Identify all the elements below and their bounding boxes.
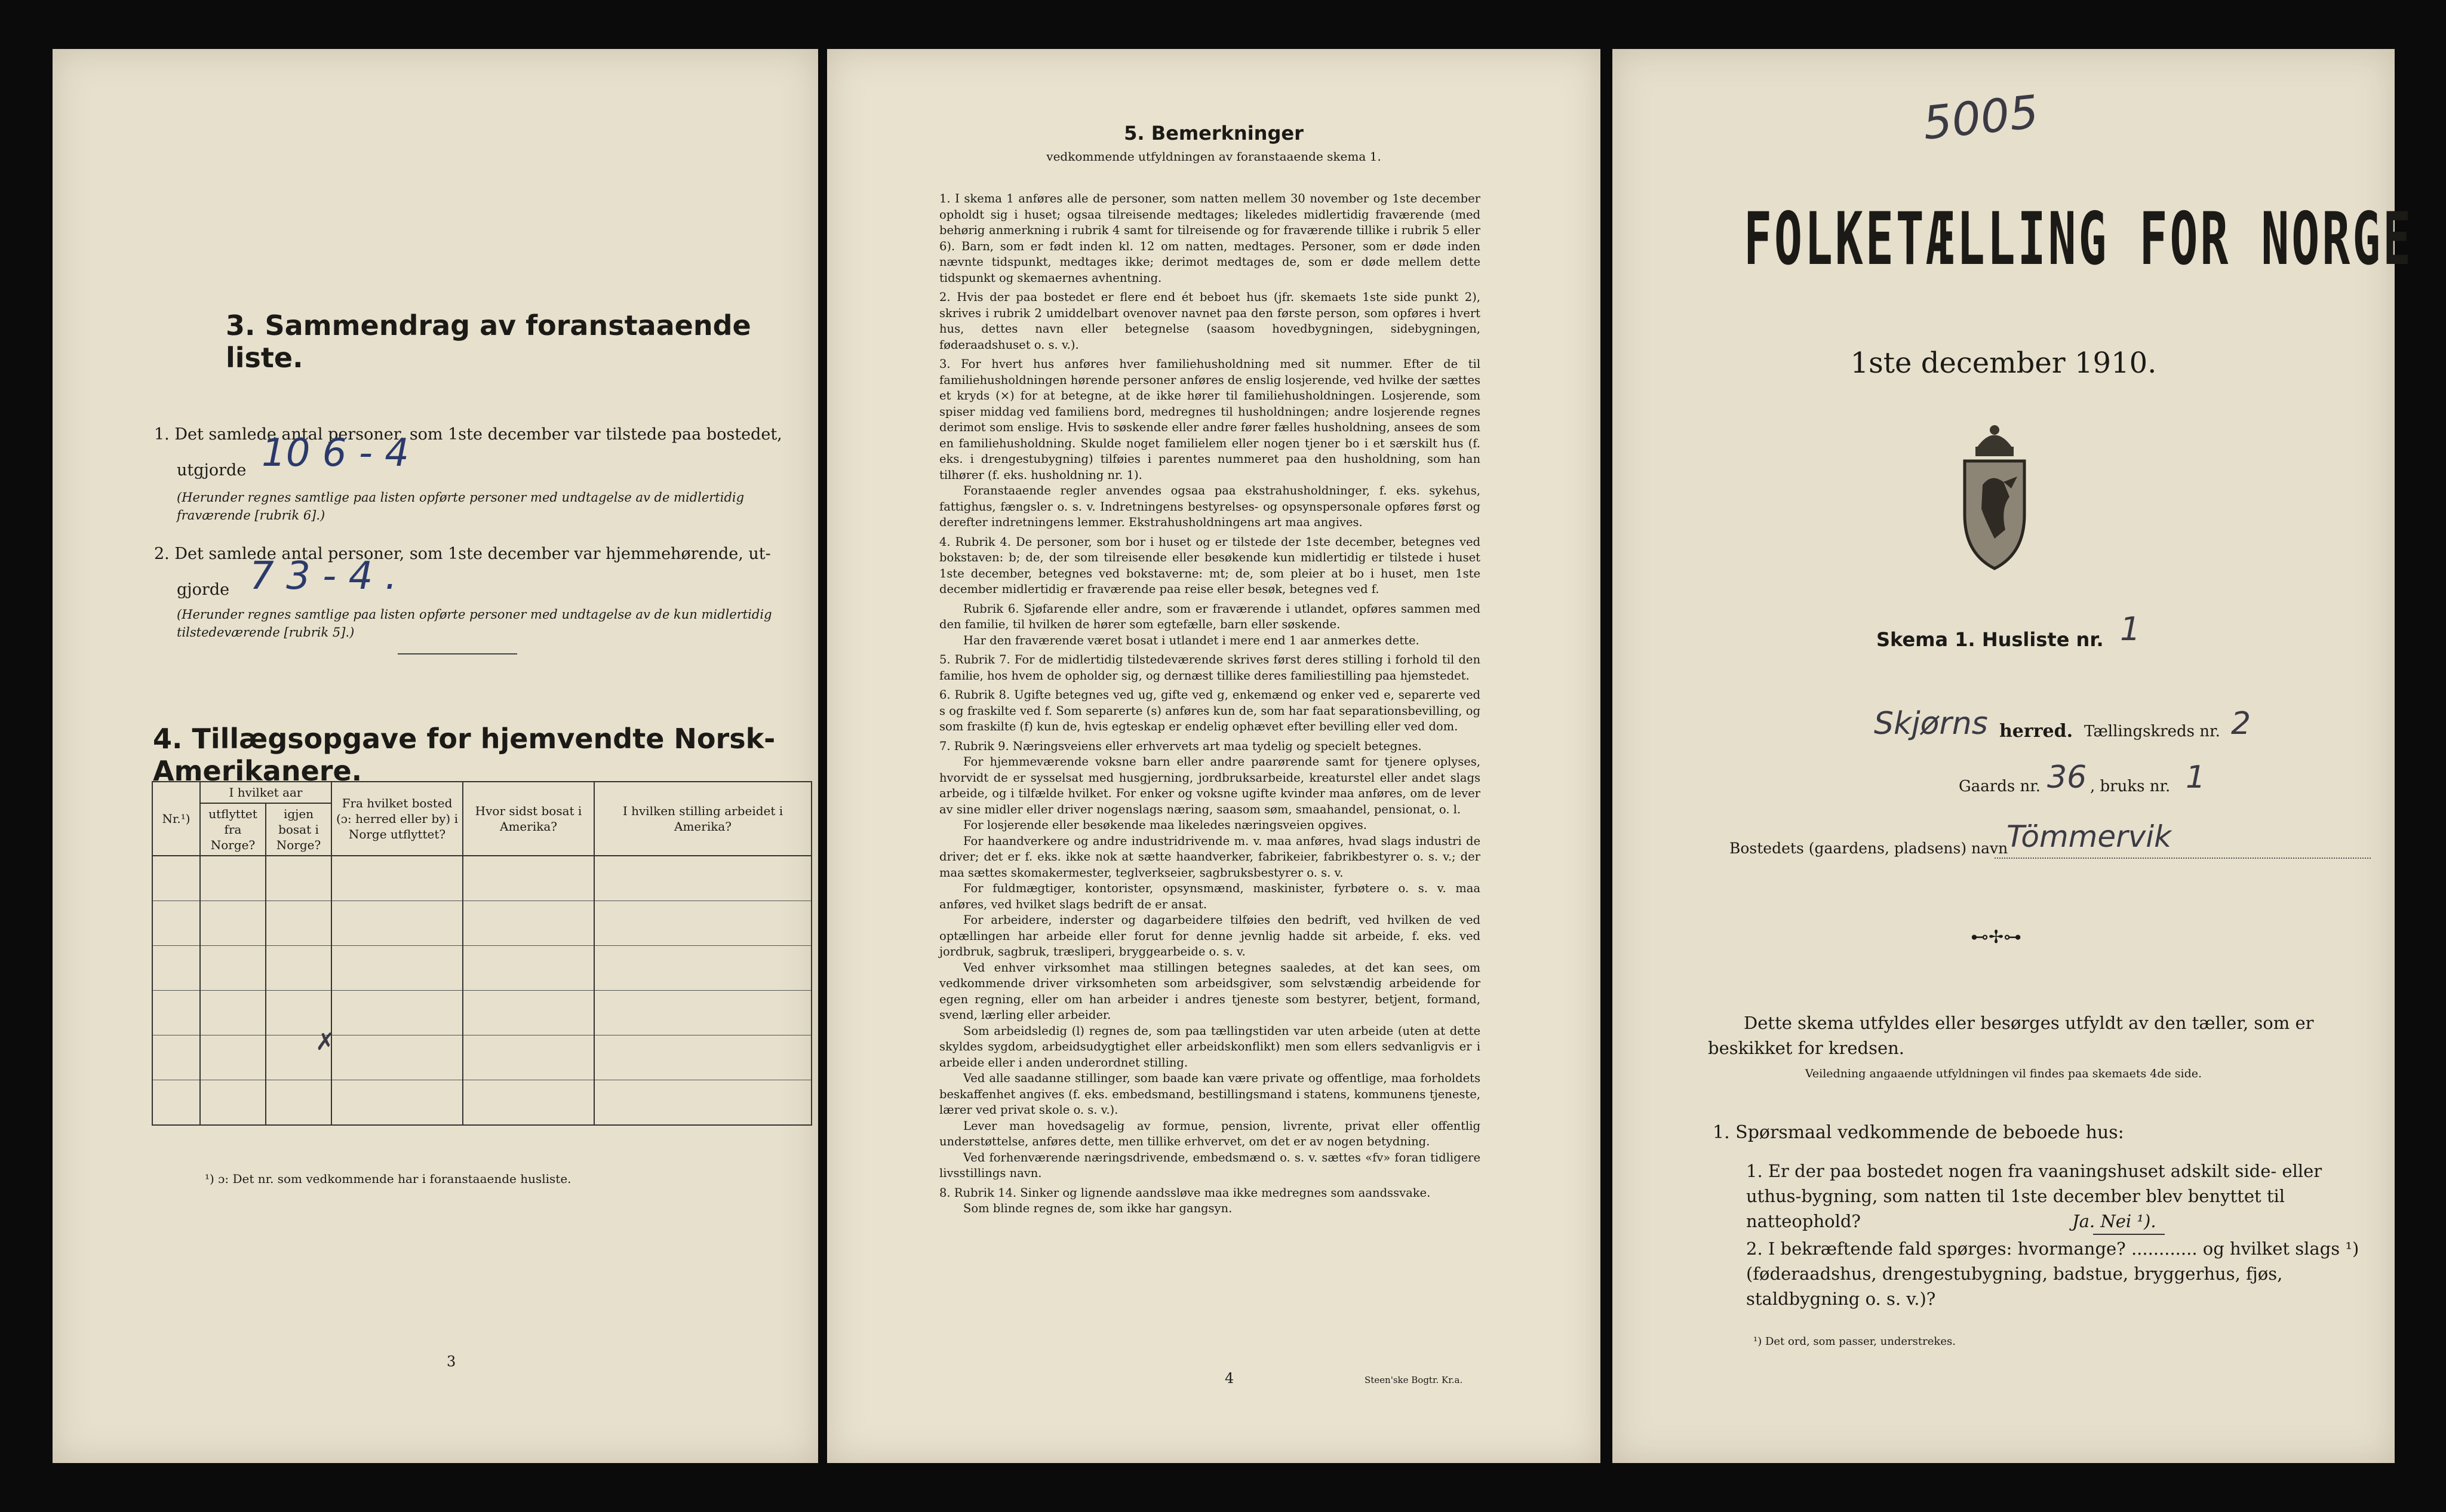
remarks-list xyxy=(939,191,1480,1217)
answer-underline xyxy=(2093,1234,2165,1235)
summary-item-1-note: (Herunder regnes samtlige paa listen opførte personer med undtagelse av de midlertidig fraværende [rubrik 6].) xyxy=(177,490,745,523)
remark-7j: Ved forhenværende næringsdrivende, embedsmænd o. s. v. sættes «fv» foran tidligere livsstillings navn. xyxy=(939,1150,1480,1180)
remark-5: 5. Rubrik 7. For de midlertidig tilstedeværende skrives først deres stilling i forhold til den familie, hos hvem de opholder sig, og dernæst tillike deres familiestilling paa hjemstedet. xyxy=(939,653,1480,683)
summary-item-1-value: 10 6 - 4 xyxy=(262,431,409,475)
census-title: FOLKETÆLLING FOR NORGE xyxy=(1744,198,2414,282)
col-stilling: I hvilken stilling arbeidet i Amerika? xyxy=(594,782,812,856)
summary-item-2-note: (Herunder regnes samtlige paa listen opførte personer med undtagelse av de kun midlertidig tilstedeværende [rubrik 5].) xyxy=(177,607,772,640)
remark-2: 2. Hvis der paa bostedet er flere end ét beboet hus (jfr. skemaets 1ste side punkt 2), skrives i rubrik 2 umiddelbart ovenover navnet paa den første person, som opføres i hvert hus, dettes navn eller betegnelse (saasom hovedbygningen, sidebygningen, føderaadshuset o. s. v.). xyxy=(939,290,1480,352)
instructions-text: Dette skema utfyldes eller besørges utfyldt av den tæller, som er beskikket for kredsen. xyxy=(1708,1013,2314,1058)
remark-8b: Som blinde regnes de, som ikke har gangsyn. xyxy=(963,1201,1233,1215)
page-4 xyxy=(827,49,1600,1463)
remark-7c: For haandverkere og andre industridrivende m. v. maa anføres, hvad slags industri de driver; det er f. eks. ikke nok at sætte haandverker, fabrikeier, fabrikbestyrer o. s. v.; der maa sættes skomakermester, teglverkseier, sagbruksbestyrer o. s. v. xyxy=(939,834,1480,880)
veiledning-text: Veiledning angaaende utfyldningen vil findes paa skemaets 4de side. xyxy=(1805,1067,2202,1080)
summary-item-2-label: gjorde xyxy=(177,580,230,599)
bruks-value: 1 xyxy=(2186,760,2206,795)
remarks-subtitle: vedkommende utfyldningen av foranstaaende skema 1. xyxy=(1046,149,1381,164)
remark-3: 3. For hvert hus anføres hver familiehusholdning med sit nummer. Efter de til familiehusholdningen hørende personer anføres de enslig losjerende, ved hvilke der sættes et kryds (×) for at betegne, at de ikke hører til familiehusholdningen. Losjerende, som spiser middag ved familiens bord, medregnes til husholdningen; andre losjerende regnes derimot som enslige. Hvis to søskende eller andre fører fælles husholdning, ansees de som en familiehusholdning. Skulde noget familielem eller nogen tjener bo i et særskilt hus (f. eks. i drengestubygning) tilføies i parentes nummeret paa den husholdning, som han tilhører (f. eks. husholdning nr. 1). xyxy=(939,357,1480,482)
coat-of-arms-icon xyxy=(1953,419,2036,574)
pen-mark: ✗ xyxy=(315,1028,336,1056)
remark-7i: Lever man hovedsagelig av formue, pension, livrente, privat eller offentlig understøttelse, anføres dette, men tillike erhvervet, om det er av nogen betydning. xyxy=(939,1118,1480,1148)
herred-label: herred. xyxy=(1999,721,2073,742)
page-1 xyxy=(1612,49,2414,1463)
col-fra-bosted: Fra hvilket bosted (ɔ: herred eller by) i Norge utflyttet? xyxy=(331,782,463,856)
table-row xyxy=(152,856,812,901)
question-1-item-2: 2. I bekræftende fald spørges: hvormange? ............ og hvilket slags ¹) (føderaadshus, drengestubygning, badstue, bryggerhus, fjøs, staldbygning o. s. v.)? xyxy=(1746,1239,2359,1309)
remark-4: 4. Rubrik 4. De personer, som bor i huset og er tilstede der 1ste december, betegnes ved bokstaven: b; de, der som tilreisende eller besøkende kun midlertidig er tilstede i huset 1ste december, betegnes ved bokstaverne: mt; de, som pleier at bo i huset, men 1ste december midlertidig er fraværende paa reise eller besøk, betegnes ved f. xyxy=(939,534,1480,596)
kreds-value: 2 xyxy=(2231,706,2251,742)
remark-1: 1. I skema 1 anføres alle de personer, som natten mellem 30 november og 1ste december opholdt sig i huset; ogsaa tilreisende medtages; likeledes midlertidig fraværende (med behørig anmerkning i rubrik 4 samt for tilreisende og for fraværende tillike i rubrik 5 eller 6). Barn, som er født inden kl. 12 om natten, medtages. Personer, som er døde inden nævnte tidspunkt, medtages ikke; derimot medtages de, som er døde mellem dette tidspunkt og skemaernes avhentning. xyxy=(939,192,1480,285)
bruks-label: , bruks nr. xyxy=(2090,777,2171,795)
col-group-aar: I hvilket aar xyxy=(200,782,331,803)
remark-8: 8. Rubrik 14. Sinker og lignende aandssløve maa ikke medregnes som aandssvake. xyxy=(939,1185,1431,1200)
col-sidst-bosat: Hvor sidst bosat i Amerika? xyxy=(463,782,594,856)
col-nr: Nr.¹) xyxy=(152,782,200,856)
handwritten-number: 5005 xyxy=(1920,85,2041,150)
gaards-label: Gaards nr. xyxy=(1959,777,2041,795)
remark-7a: For hjemmeværende voksne barn eller andre paarørende samt for tjenere oplyses, hvorvidt de er sysselsat med husgjerning, jordbruksarbeide, kreaturstel eller andet slags arbeide, og i tilfælde hvilket. For enker og voksne ugifte kvinder maa anføres, om de lever av sine midler eller driver nogenslags næring, saasom søm, smaahandel, pensionat, o. l. xyxy=(939,755,1480,816)
ornament-icon: ⊷✢⊶ xyxy=(1971,927,2022,948)
remarks-title: 5. Bemerkninger xyxy=(1124,122,1304,145)
remark-7h: Ved alle saadanne stillinger, som baade kan være private og offentlige, maa forholdets beskaffenhet angives (f. eks. embedsmand, bestillingsmand i statens, kommunens tjeneste, lærer ved privat skole o. s. v.). xyxy=(939,1071,1480,1117)
summary-item-1-label: utgjorde xyxy=(177,461,247,480)
norsk-amerikanere-table xyxy=(152,781,812,1126)
page-1-footnote: ¹) Det ord, som passer, understrekes. xyxy=(1753,1335,1956,1348)
husliste-nr-value: 1 xyxy=(2120,610,2141,648)
bosted-label: Bostedets (gaardens, pladsens) navn xyxy=(1729,840,2008,857)
section-3-title: 3. Sammendrag av foranstaaende liste. xyxy=(226,309,751,374)
printer-mark: Steen'ske Bogtr. Kr.a. xyxy=(1365,1375,1463,1385)
page-4-number: 4 xyxy=(1225,1370,1234,1387)
table-row xyxy=(152,946,812,991)
col-utflyttet: utflyttet fra Norge? xyxy=(200,803,266,856)
table-row xyxy=(152,1080,812,1126)
remark-6: 6. Rubrik 8. Ugifte betegnes ved ug, gifte ved g, enkemænd og enker ved e, separerte ved s og fraskilte ved f. Som separerte (s) anføres kun de, som har faat separationsbevilling, og som fraskilte (f) kun de, hvis egteskap er endelig ophævet efter bevilling eller ved dom. xyxy=(939,688,1480,733)
question-1-heading: 1. Spørsmaal vedkommende de beboede hus: xyxy=(1713,1122,2124,1143)
page-3-footnote: ¹) ɔ: Det nr. som vedkommende har i foranstaaende husliste. xyxy=(205,1172,571,1186)
question-1-item-1: 1. Er der paa bostedet nogen fra vaaningshuset adskilt side- eller uthus-bygning, som natten til 1ste december blev benyttet til natteophold? xyxy=(1746,1161,2322,1231)
question-1-answer: Ja. Nei ¹). xyxy=(2072,1211,2156,1231)
remark-7e: For arbeidere, inderster og dagarbeidere tilføies den bedrift, ved hvilken de ved optællingen har arbeide eller forut for denne jevnlig hadde sit arbeide, f. eks. ved jordbruk, sagbruk, træsliperi, bryggearbeide o. s. v. xyxy=(939,913,1480,958)
summary-item-2-value: 7 3 - 4 . xyxy=(250,554,397,598)
table-row xyxy=(152,901,812,946)
remark-7f: Ved enhver virksomhet maa stillingen betegnes saaledes, at det kan sees, om vedkommende driver virksomheten som arbeidsgiver, som selvstændig arbeidende for egen regning, eller om han arbeider i andres tjeneste som bestyrer, betjent, formand, svend, lærling eller arbeider. xyxy=(939,960,1480,1022)
remark-7d: For fuldmægtiger, kontorister, opsynsmænd, maskinister, fyrbøtere o. s. v. maa anføres, ved hvilket slags bedrift de er ansat. xyxy=(939,881,1480,911)
table-row xyxy=(152,991,812,1035)
bosted-line xyxy=(1995,858,2371,859)
summary-item-2-text: 2. Det samlede antal personer, som 1ste december var hjemmehørende, ut- xyxy=(154,545,771,563)
skema-label: Skema 1. Husliste nr. xyxy=(1876,628,2104,651)
summary-item-1-text: 1. Det samlede antal personer, som 1ste december var tilstede paa bostedet, xyxy=(154,425,782,444)
section-4-title: 4. Tillægsopgave for hjemvendte Norsk-Amerikanere. xyxy=(153,723,776,787)
herred-value: Skjørns xyxy=(1874,706,1988,742)
remark-7b: For losjerende eller besøkende maa likeledes næringsveien opgives. xyxy=(963,818,1367,832)
census-date: 1ste december 1910. xyxy=(1850,346,2157,380)
page-3 xyxy=(53,49,818,1463)
gaards-value: 36 xyxy=(2047,760,2087,795)
col-igjen: igjen bosat i Norge? xyxy=(266,803,331,856)
divider xyxy=(398,653,517,654)
remark-4b: Rubrik 6. Sjøfarende eller andre, som er fraværende i utlandet, opføres sammen med den familie, til hvilken de hører som egtefælle, barn eller søskende. xyxy=(939,601,1480,631)
remark-3b: Foranstaaende regler anvendes ogsaa paa ekstrahusholdninger, f. eks. sykehus, fattighus, fængsler o. s. v. Indretningens bestyrelses- og opsynspersonale opføres først og derefter indretningens lemmer. Ekstrahusholdningens art maa angives. xyxy=(939,484,1480,529)
remark-4c: Har den fraværende været bosat i utlandet i mere end 1 aar anmerkes dette. xyxy=(963,633,1419,647)
table-row xyxy=(152,1035,812,1080)
page-3-number: 3 xyxy=(447,1353,456,1370)
remark-7: 7. Rubrik 9. Næringsveiens eller erhvervets art maa tydelig og specielt betegnes. xyxy=(939,739,1422,753)
remark-7g: Som arbeidsledig (l) regnes de, som paa tællingstiden var uten arbeide (uten at dette skyldes sygdom, arbeidsudygtighet eller arbeidskonflikt) men som ellers sedvanligvis er i arbeide eller i anden underordnet stilling. xyxy=(939,1024,1480,1070)
kreds-label: Tællingskreds nr. xyxy=(2084,723,2220,740)
bosted-value: Tömmervik xyxy=(2006,819,2172,854)
